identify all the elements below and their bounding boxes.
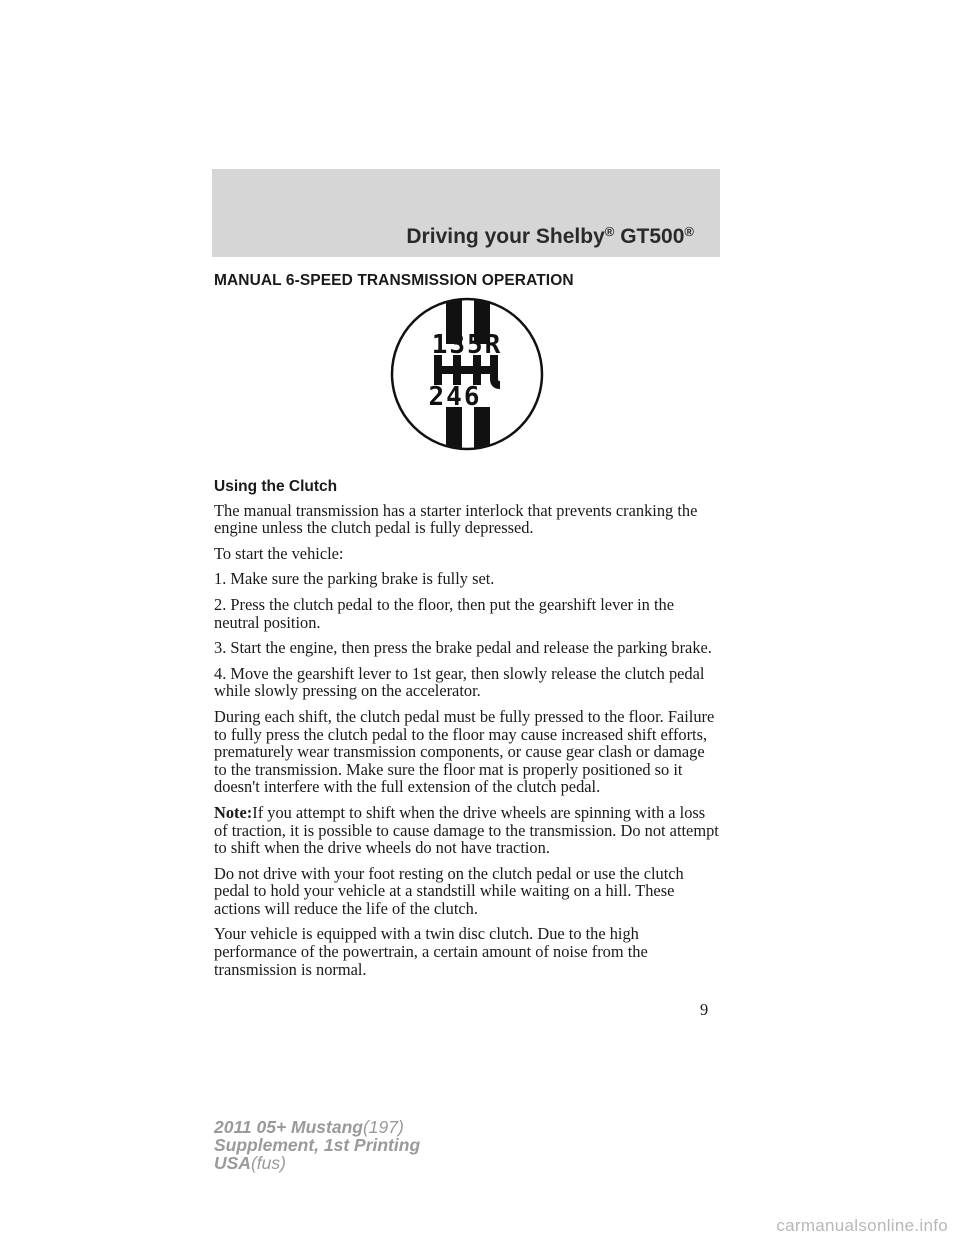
footer-line-1	[214, 1118, 420, 1136]
paragraph: The manual transmission has a starter interlock that prevents cranking the engine unless the clutch pedal is fully depressed.	[214, 500, 698, 538]
paragraph: To start the vehicle:	[214, 543, 344, 563]
footer-model: 2011 05+ Mustang	[214, 1117, 363, 1137]
step-item: 2. Press the clutch pedal to the floor, then put the gearshift lever in the neutral position.	[214, 594, 674, 632]
body-content	[214, 478, 720, 986]
shift-bottom-row: 246	[428, 382, 482, 412]
note-text: If you attempt to shift when the drive wheels are spinning with a loss of traction, it is possible to cause damage to the transmission. Do not attempt to shift when the drive wheels do not have traction.	[214, 802, 719, 858]
footer-market: USA	[214, 1153, 251, 1173]
shift-top-row: 135R	[431, 330, 503, 360]
step-item: 1. Make sure the parking brake is fully set.	[214, 569, 495, 589]
gear-shift-pattern-icon	[390, 297, 544, 451]
footer-market-code: (fus)	[250, 1153, 286, 1173]
header-title	[406, 224, 694, 249]
paragraph: Do not drive with your foot resting on the clutch pedal or use the clutch pedal to hold your vehicle at a standstill while waiting on a hill. These actions will reduce the life of the clutch.	[214, 863, 684, 918]
header-title-text: Driving your Shelby	[406, 225, 605, 248]
registered-mark: ®	[604, 224, 615, 239]
header-model: GT500	[620, 225, 685, 248]
subheading: Using the Clutch	[214, 478, 338, 495]
page-number: 9	[700, 1000, 709, 1019]
watermark-link[interactable]: carmanualsonline.info	[776, 1216, 948, 1235]
footer-code: (197)	[362, 1117, 404, 1137]
section-heading: MANUAL 6-SPEED TRANSMISSION OPERATION	[214, 272, 574, 289]
header-band	[212, 169, 720, 257]
footer-line-2: Supplement, 1st Printing	[214, 1135, 421, 1155]
footer-imprint	[214, 1118, 420, 1172]
paragraph: During each shift, the clutch pedal must be fully pressed to the floor. Failure to fully press the clutch pedal to the floor may cause increased shift efforts, prematurely wear transmission components, or cause gear clash or damage to the transmission. Make sure the floor mat is properly positioned so it doesn't interfere with the full extension of the clutch pedal.	[214, 706, 715, 797]
note-label: Note:	[214, 802, 253, 822]
step-item: 3. Start the engine, then press the brake pedal and release the parking brake.	[214, 638, 712, 658]
paragraph: Your vehicle is equipped with a twin disc clutch. Due to the high performance of the powertrain, a certain amount of noise from the transmission is normal.	[214, 924, 648, 979]
note-paragraph	[214, 804, 720, 857]
registered-mark: ®	[684, 224, 694, 239]
step-item: 4. Move the gearshift lever to 1st gear, then slowly release the clutch pedal while slowly pressing on the accelerator.	[214, 663, 705, 701]
footer-line-3	[214, 1154, 420, 1172]
